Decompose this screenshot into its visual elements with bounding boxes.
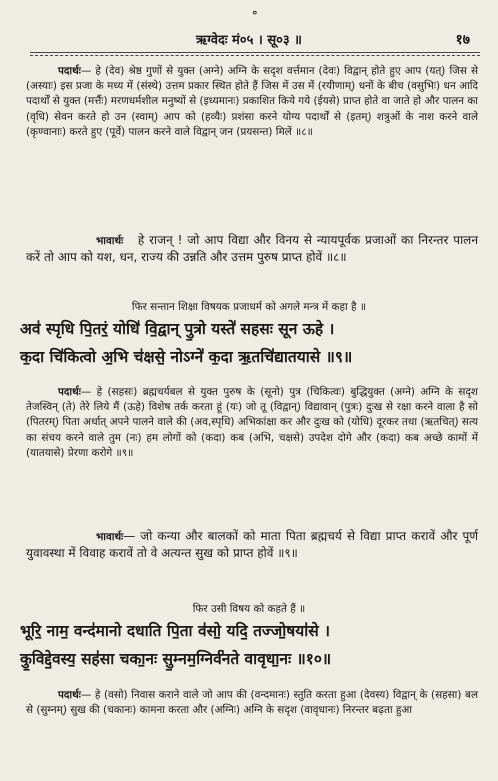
mantra-intro-10: फिर उसी विषय को कहते हैं ॥ — [192, 603, 306, 615]
bhavartha-label: भावार्थः — [96, 235, 124, 247]
padartha-paragraph-9 — [26, 385, 478, 461]
mantra-9-line-1: अव॑ स्पृधि पि॒तरं॒ योधि॑ वि॒द्वान् पु॒त्रो यस्ते॑ सहसः सून ऊहे । — [20, 320, 335, 338]
padartha-label: पदार्थः — [58, 386, 81, 398]
bhavartha-paragraph-8 — [26, 232, 478, 266]
padartha-paragraph-8 — [26, 64, 478, 140]
bhavartha-text: हे राजन् ! जो आप विद्या और विनय से न्यायपूर्वक प्रजाओं का निरन्तर पालन करें तो आप को यश, धन, राज्य की उन्नति और उत्तम पुरुष प्राप्त होवें ॥८॥ — [26, 233, 478, 265]
padartha-text: — हे (सहसः) ब्रह्मचर्यबल से युक्त पुरुष के (सूनो) पुत्र (चिकित्वः) बुद्धियुक्त (अग्ने) अग्नि के सदृश तेजस्विन् (ते) तेरे लिये मैं (ऊहे) विशेष तर्क करता हूं (यः) जो तू (विद्वान्) विद्यावान् (पुत्रः) दुःख से रक्षा करने वाला है सो (पितरम्) पिता अर्थात् अपने पालने वाले की (अव,स्पृधि) अभिकांक्षा कर और दुःख को (योधि) दूरकर तथा (ऋतचित्) सत्य का संचय करने वाले तुम (नः) हम लोगों को (कदा) कब (अभि, चक्षसे) उपदेश दोगे और (कदा) कब अच्छे कामों में (यातयासे) प्रेरणा करोगे ॥९॥ — [26, 386, 478, 459]
bhavartha-text: — जो कन्या और बालकों को माता पिता ब्रह्मचर्य से विद्या प्राप्त करावें और पूर्ण युवावस्था में विवाह करावें तो वे अत्यन्त सुख को प्राप्त होवें ॥९॥ — [26, 529, 478, 561]
bhavartha-paragraph-9 — [26, 528, 478, 562]
mantra-9 — [20, 318, 480, 368]
padartha-label: पदार्थः — [58, 65, 81, 77]
header-rule — [30, 52, 480, 53]
mantra-9-line-2: क॒दा चि॑कित्वो अ॒भि च॑क्षसे॒ नोऽग्ने॑ क॒दा ऋ॒तचि॑द्यातयासे ॥९॥ — [20, 348, 353, 366]
mantra-10-line-2: कु॒विद्दे॒वस्य॒ सह॑सा चका॒नः सु॒म्नम॒ग्निर्व॑नते वावृधा॒नः ॥१०॥ — [20, 650, 332, 668]
padartha-paragraph-10 — [26, 688, 478, 718]
bhavartha-label: भावार्थः — [96, 531, 124, 543]
mantra-10 — [20, 620, 480, 670]
mantra-intro-9: फिर सन्तान शिक्षा विषयक प्रजाधर्म को अगले मन्त्र में कहा है ॥ — [131, 301, 367, 313]
mantra-10-line-1: भूरि॒ नाम॒ वन्द॑मानो दधाति पि॒ता व॑सो॒ यदि॒ तज्जो॒षया॑से । — [20, 622, 331, 640]
padartha-label: पदार्थः — [58, 689, 81, 701]
page-number: १७ — [455, 32, 470, 48]
page-header — [0, 7, 498, 50]
header-rule-dashed — [30, 55, 480, 56]
padartha-text: — हे (वसो) निवास कराने वाले जो आप की (वन्दमानः) स्तुति करता हुआ (देवस्य) विद्वान् के (सहसा) बल से (सुम्नम्) सुख की (चकानः) कामना करता और (अग्निः) अग्नि के सदृश (वावृधानः) निरन्तर बढ़ता हुआ — [26, 689, 478, 717]
running-title: ऋग्वेदः मं०५ । सू०३ ॥ — [196, 33, 302, 48]
padartha-text: — हे (देव) श्रेष्ठ गुणों से युक्त (अग्ने) अग्नि के सदृश वर्त्तमान (देवः) विद्वान् होते हुए आप (यत्) जिस से (अस्याः) इस प्रजा के मध्य में (संस्थे) उत्तम प्रकार स्थित होते हैं जिस में उस में (रयीणाम्) धनों के बीच (वसुभिः) धन आदि पदार्थों से युक्त (मर्त्तैः) मरणधर्मशील मनुष्यों से (इध्यमानः) प्रकाशित किये गये (ईयसे) प्राप्त होते वा जाते हो और पालन का (वृधि) सेवन करते हो उन (स्वाम्) आप को (हव्यैः) प्रशंसा करने योग्य पदार्थों से (इतम्) शत्रुओं के नाश करने वाले (कृण्वानाः) करते हुए (पूर्वे) पालन करने वाले विद्वान् जन (प्रयसन्त) मिलें ॥८॥ — [26, 65, 478, 138]
top-mark: ॰ — [252, 7, 258, 22]
